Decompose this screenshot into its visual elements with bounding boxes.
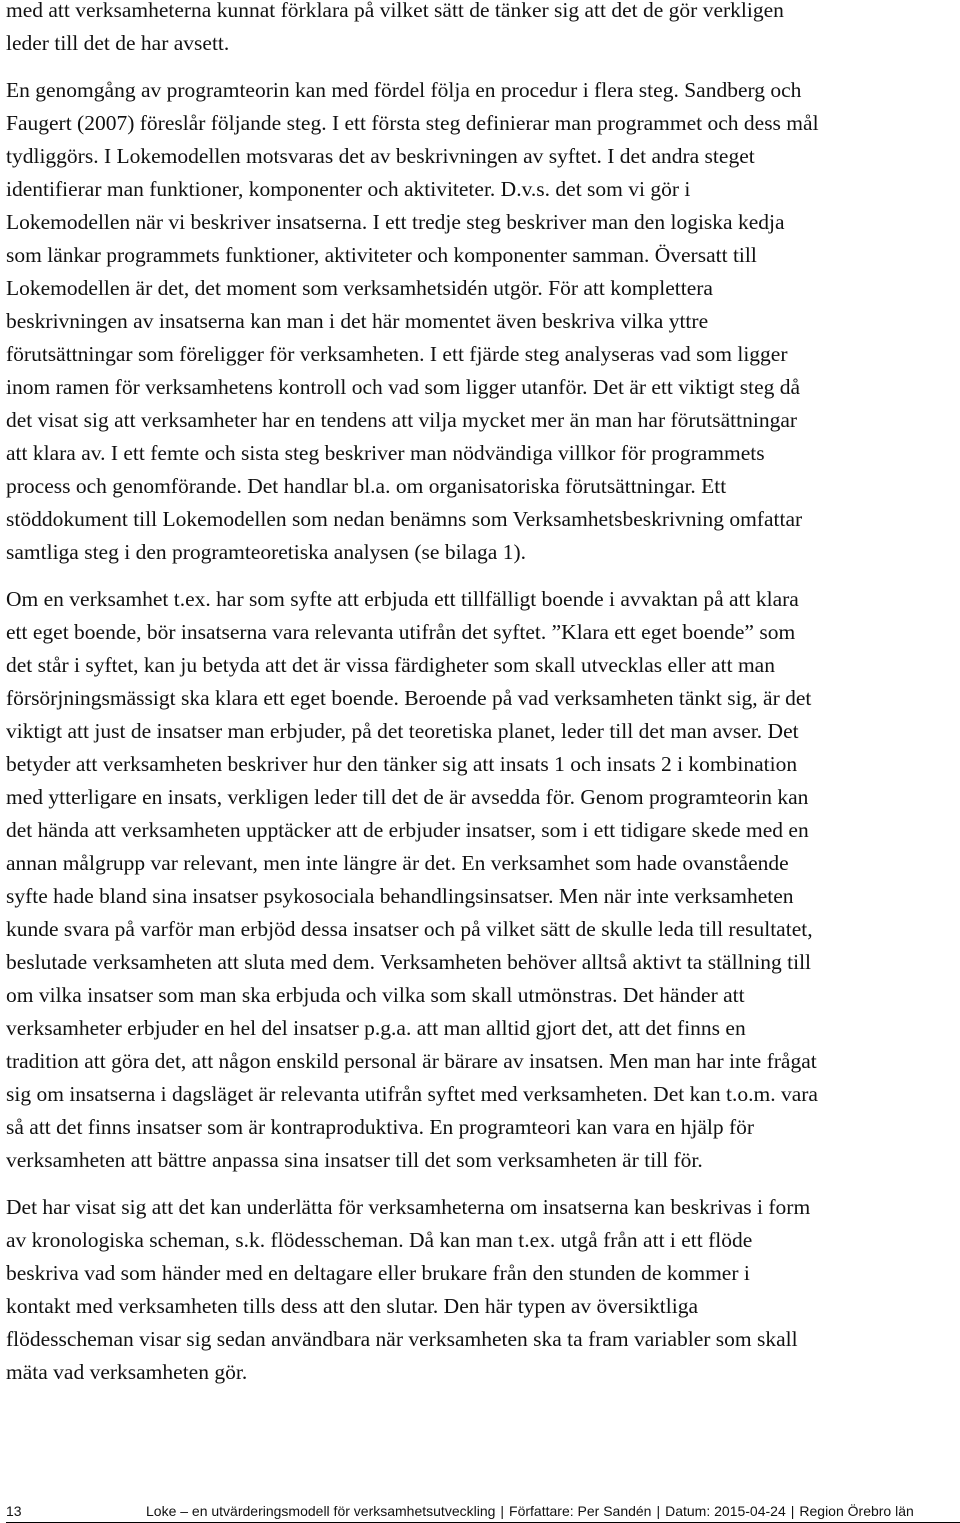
footer-separator: |	[500, 1503, 505, 1519]
footer-organization: Region Örebro län	[799, 1503, 914, 1519]
footer-separator: |	[656, 1503, 661, 1519]
footer-date: Datum: 2015-04-24	[665, 1503, 786, 1519]
page-number: 13	[6, 1503, 22, 1519]
footer-separator: |	[790, 1503, 795, 1519]
paragraph-3: Om en verksamhet t.ex. har som syfte att erbjuda ett tillfälligt boende i avvaktan på att klara ett eget boende, bör insatserna vara relevanta utifrån det syftet. ”Klara ett eget boende” som det står i syftet, kan ju betyda att det är vissa färdigheter som skall utvecklas eller att man försörjningsmässigt ska klara ett eget boende. Beroende på vad verksamheten tänkt sig, är det viktigt att just de insatser man erbjuder, på det teoretiska planet, leder till det man avser. Det betyder att verksamheten beskriver hur den tänker sig att insats 1 och insats 2 i kombination med ytterligare en insats, verkligen leder till det de är avsedda för. Genom programteorin kan det hända att verksamheten upptäcker att de erbjuder insatser, som i ett tidigare skede med en annan målgrupp var relevant, men inte längre är det. En verksamhet som hade ovanstående syfte hade bland sina insatser psykosociala behandlingsinsatser. Men när inte verksamheten kunde svara på varför man erbjöd dessa insatser och på vilket sätt de skulle leda till resultatet, beslutade verksamheten att sluta med dem. Verksamheten behöver alltså aktivt ta ställning till om vilka insatser som man ska erbjuda och vilka som skall utmönstras. Det händer att verksamheter erbjuder en hel del insatser p.g.a. att man alltid gjort det, att det finns en tradition att göra det, att någon enskild personal är bärare av insatsen. Men man har inte frågat sig om insatserna i dagsläget är relevanta utifrån syftet med verksamheten. Det kan t.o.m. vara så att det finns insatser som är kontraproduktiva. En programteori kan vara en hjälp för verksamheten att bättre anpassa sina insatser till det som verksamheten är till för.	[6, 587, 818, 1172]
document-page	[6, 0, 956, 1389]
paragraph-2: En genomgång av programteorin kan med fördel följa en procedur i flera steg. Sandberg och Faugert (2007) föreslår följande steg. I ett första steg definierar man programmet och dess mål tydliggörs. I Lokemodellen motsvaras det av beskrivningen av syftet. I det andra steget identifierar man funktioner, komponenter och aktiviteter. D.v.s. det som vi gör i Lokemodellen när vi beskriver insatserna. I ett tredje steg beskriver man den logiska kedja som länkar programmets funktioner, aktiviteter och komponenter samman. Översatt till Lokemodellen är det, det moment som verksamhetsidén utgör. För att komplettera beskrivningen av insatserna kan man i det här momentet även beskriva vilka yttre förutsättningar som föreligger för verksamheten. I ett fjärde steg analyseras vad som ligger inom ramen för verksamhetens kontroll och vad som ligger utanför. Det är ett viktigt steg då det visat sig att verksamheter har en tendens att vilja mycket mer än man har förutsättningar att klara av. I ett femte och sista steg beskriver man nödvändiga villkor för programmets process och genomförande. Det handlar bl.a. om organisatoriska förutsättningar. Ett stöddokument till Lokemodellen som nedan benämns som Verksamhetsbeskrivning omfattar samtliga steg i den programteoretiska analysen (se bilaga 1).	[6, 78, 819, 564]
paragraph-4: Det har visat sig att det kan underlätta för verksamheterna om insatserna kan beskrivas i form av kronologiska scheman, s.k. flödesscheman. Då kan man t.ex. utgå från att i ett flöde beskriva vad som händer med en deltagare eller brukare från den stunden de kommer i kontakt med verksamheten tills dess att den slutar. Den här typen av översiktliga flödesscheman visar sig sedan användbara när verksamheten ska ta fram variabler som skall mäta vad verksamheten gör.	[6, 1195, 811, 1384]
footer-info	[146, 1500, 914, 1522]
footer-author: Författare: Per Sandén	[509, 1503, 652, 1519]
footer-title: Loke – en utvärderingsmodell för verksamhetsutveckling	[146, 1503, 496, 1519]
page-footer	[6, 1500, 960, 1522]
paragraph-1: med att verksamheterna kunnat förklara på vilket sätt de tänker sig att det de gör verkligen leder till det de har avsett.	[6, 0, 784, 55]
